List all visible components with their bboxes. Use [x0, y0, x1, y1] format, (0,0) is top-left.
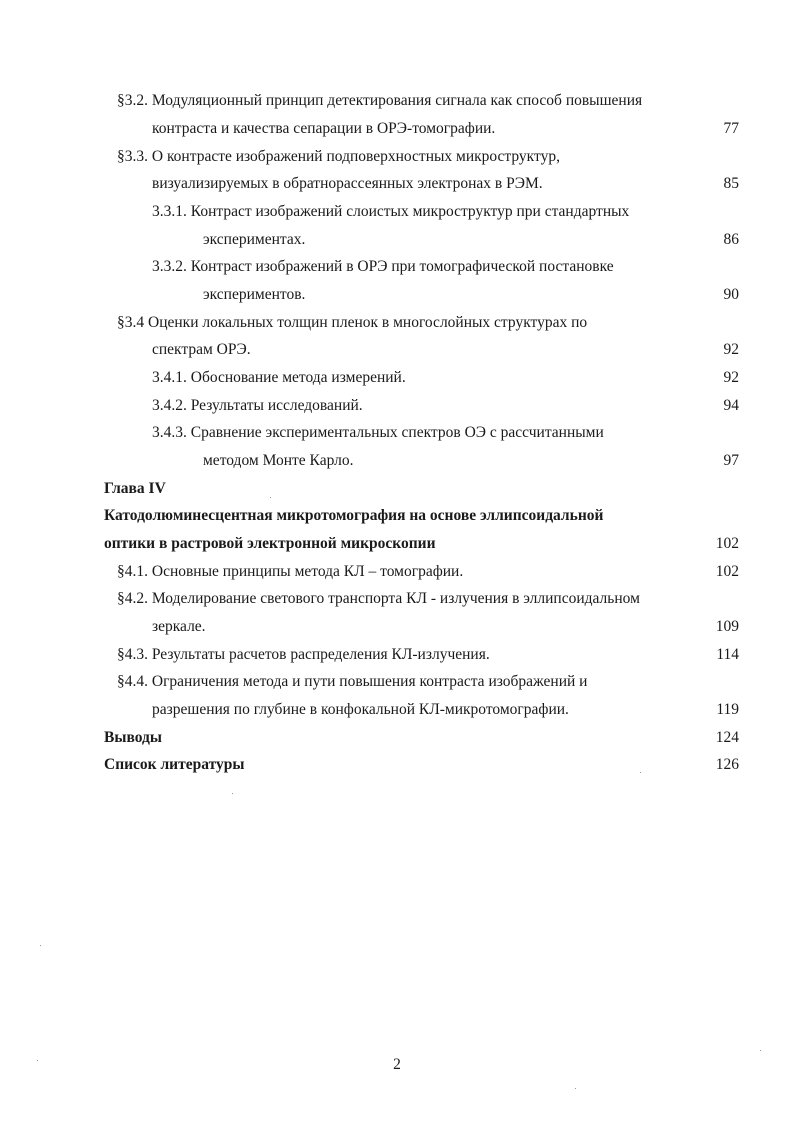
- toc-entry-3-4-3-page: 97: [723, 452, 739, 469]
- toc-entry-3-3-page: 85: [723, 175, 739, 192]
- toc-entry-4-1-page: 102: [715, 563, 739, 580]
- toc-entry-3-3-1-line2: экспериментах.: [203, 231, 306, 248]
- toc-entry-4-2-line2: зеркале.: [152, 618, 206, 635]
- toc-entry-3-4-line1: §3.4 Оценки локальных толщин пленок в многослойных структурах по: [117, 314, 588, 331]
- toc-entry-4-2-line1: §4.2. Моделирование светового транспорта КЛ - излучения в эллипсоидальном: [117, 590, 640, 607]
- toc-entry-4-2-page: 109: [715, 618, 739, 635]
- toc-entry-3-4-2-page: 94: [723, 397, 739, 414]
- toc-entry-3-4-3-line1: 3.4.3. Сравнение экспериментальных спектров ОЭ с рассчитанными: [152, 424, 604, 441]
- scan-speck: [37, 1060, 38, 1061]
- toc-entry-4-4-page: 119: [716, 701, 739, 718]
- toc-entry-3-2-page: 77: [723, 120, 739, 137]
- chapter-4-title-line1: Катодолюминесцентная микротомография на основе эллипсоидальной: [104, 507, 604, 524]
- scan-speck: [270, 497, 271, 498]
- toc-entry-3-4-2-line1: 3.4.2. Результаты исследований.: [152, 397, 363, 414]
- toc-entry-3-2-line2: контраста и качества сепарации в ОРЭ-томографии.: [152, 120, 496, 137]
- toc-entry-3-2-line1: §3.2. Модуляционный принцип детектирования сигнала как способ повышения: [117, 92, 643, 109]
- toc-entry-3-3-1-line1: 3.3.1. Контраст изображений слоистых микроструктур при стандартных: [152, 203, 630, 220]
- toc-references-page: 126: [715, 756, 739, 773]
- scan-speck: [40, 945, 41, 946]
- scan-speck: [640, 772, 641, 773]
- toc-entry-4-3-line1: §4.3. Результаты расчетов распределения КЛ-излучения.: [117, 646, 490, 663]
- toc-entry-3-4-3-line2: методом Монте Карло.: [203, 452, 354, 469]
- toc-conclusions-label: Выводы: [104, 729, 162, 746]
- toc-entry-3-3-2-line1: 3.3.2. Контраст изображений в ОРЭ при томографической постановке: [152, 258, 614, 275]
- scan-speck: [575, 1088, 576, 1089]
- page-number: 2: [393, 1056, 401, 1073]
- chapter-4-page: 102: [715, 535, 739, 552]
- toc-entry-3-3-line2: визуализируемых в обратнорассеянных электронах в РЭМ.: [152, 175, 543, 192]
- toc-entry-3-3-1-page: 86: [723, 231, 739, 248]
- chapter-4-title-line2: оптики в растровой электронной микроскопии: [104, 535, 436, 552]
- toc-entry-3-4-1-page: 92: [723, 369, 739, 386]
- toc-entry-4-4-line1: §4.4. Ограничения метода и пути повышения контраста изображений и: [117, 673, 588, 690]
- scan-speck: [232, 793, 233, 794]
- scan-speck: [760, 1050, 761, 1051]
- toc-entry-3-3-line1: §3.3. О контрасте изображений подповерхностных микроструктур,: [117, 148, 560, 165]
- chapter-4-heading: Глава IV: [104, 480, 166, 497]
- toc-references-label: Список литературы: [104, 756, 245, 773]
- toc-entry-3-4-page: 92: [723, 341, 739, 358]
- toc-entry-3-3-2-line2: экспериментов.: [203, 286, 306, 303]
- toc-entry-3-3-2-page: 90: [723, 286, 739, 303]
- toc-entry-4-4-line2: разрешения по глубине в конфокальной КЛ-микротомографии.: [152, 701, 569, 718]
- toc-entry-4-3-page: 114: [716, 646, 739, 663]
- toc-entry-4-1-line1: §4.1. Основные принципы метода КЛ – томографии.: [117, 563, 464, 580]
- toc-entry-3-4-line2: спектрам ОРЭ.: [152, 341, 251, 358]
- toc-entry-3-4-1-line1: 3.4.1. Обоснование метода измерений.: [152, 369, 406, 386]
- toc-conclusions-page: 124: [715, 729, 739, 746]
